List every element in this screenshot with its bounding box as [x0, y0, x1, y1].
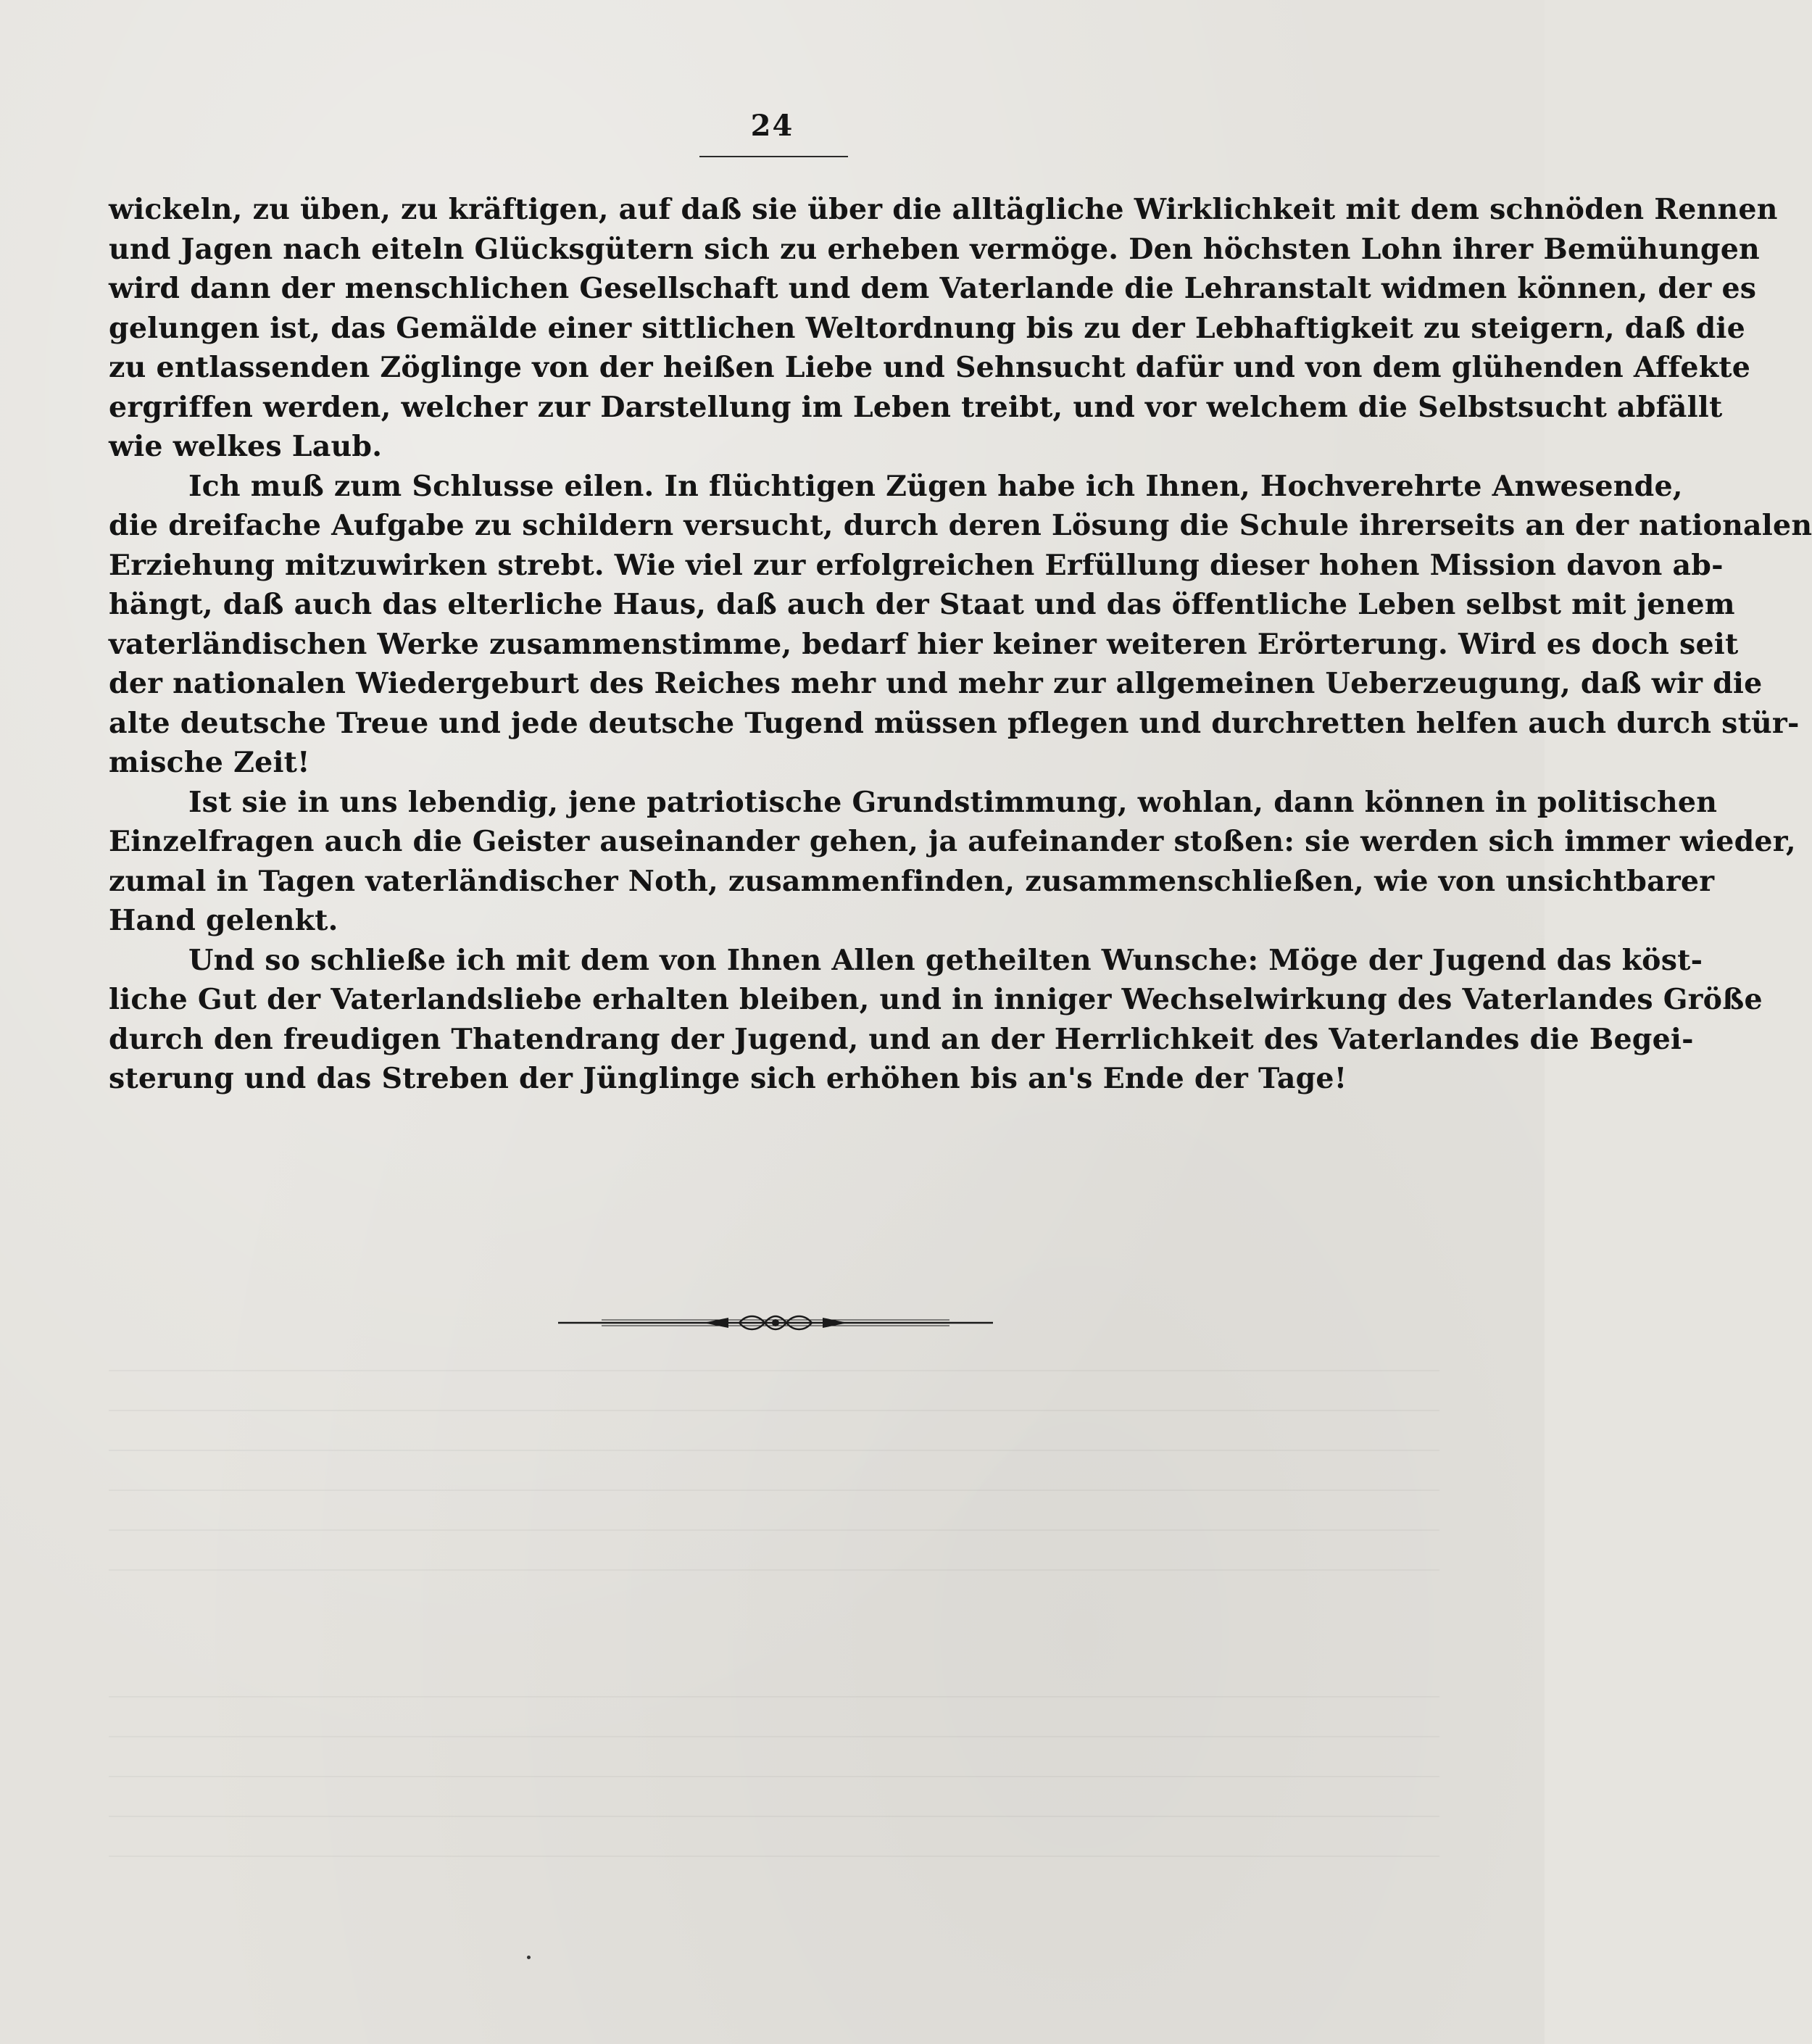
text-line: Erziehung mitzuwirken strebt. Wie viel zur erfolgreichen Erfüllung dieser hohen Mission davon ab-	[109, 548, 1724, 582]
text-line: vaterländischen Werke zusammenstimme, bedarf hier keiner weiteren Erörterung. Wird es doch seit	[109, 627, 1739, 661]
text-line: die dreifache Aufgabe zu schildern versucht, durch deren Lösung die Schule ihrerseits an der nationalen	[109, 509, 1812, 542]
text-line: Und so schließe ich mit dem von Ihnen Allen getheilten Wunsche: Möge der Jugend das köst-	[188, 943, 1703, 977]
text-line: der nationalen Wiedergeburt des Reiches mehr und mehr zur allgemeinen Ueberzeugung, daß wir die	[109, 667, 1763, 700]
text-line: gelungen ist, das Gemälde einer sittlichen Weltordnung bis zu der Lebhaftigkeit zu steigern, daß die	[109, 311, 1745, 345]
show-through-line	[109, 1776, 1439, 1777]
text-line: Ist sie in uns lebendig, jene patriotische Grundstimmung, wohlan, dann können in politischen	[188, 785, 1718, 819]
text-line: wie welkes Laub.	[109, 430, 383, 463]
show-through-line	[109, 1370, 1439, 1371]
text-line: Einzelfragen auch die Geister auseinander gehen, ja aufeinander stoßen: sie werden sich immer wieder,	[109, 825, 1796, 858]
text-line: hängt, daß auch das elterliche Haus, daß auch der Staat und das öffentliche Leben selbst mit jenem	[109, 588, 1735, 621]
show-through-line	[109, 1856, 1439, 1857]
text-line: ergriffen werden, welcher zur Darstellung im Leben treibt, und vor welchem die Selbstsucht abfällt	[109, 390, 1723, 424]
text-line: wird dann der menschlichen Gesellschaft und dem Vaterlande die Lehranstalt widmen können, der es	[109, 272, 1757, 305]
text-line: Hand gelenkt.	[109, 904, 338, 937]
page-number: 24	[750, 109, 794, 143]
text-line: mische Zeit!	[109, 746, 310, 779]
show-through-line	[109, 1410, 1439, 1411]
text-line: durch den freudigen Thatendrang der Jugend, und an der Herrlichkeit des Vaterlandes die Begei-	[109, 1022, 1694, 1056]
text-line: und Jagen nach eiteln Glücksgütern sich zu erheben vermöge. Den höchsten Lohn ihrer Bemühungen	[109, 232, 1760, 266]
show-through-line	[109, 1736, 1439, 1737]
show-through-line	[109, 1696, 1439, 1698]
text-line: liche Gut der Vaterlandsliebe erhalten bleiben, und in inniger Wechselwirkung des Vaterlandes Größe	[109, 983, 1763, 1016]
text-line: Ich muß zum Schlusse eilen. In flüchtigen Zügen habe ich Ihnen, Hochverehrte Anwesende,	[188, 469, 1683, 503]
text-line: alte deutsche Treue und jede deutsche Tugend müssen pflegen und durchretten helfen auch durch stür-	[109, 706, 1800, 740]
text-line: wickeln, zu üben, zu kräftigen, auf daß sie über die alltägliche Wirklichkeit mit dem schnöden Rennen	[109, 193, 1778, 226]
show-through-line	[109, 1816, 1439, 1817]
ink-speck	[527, 1956, 531, 1959]
show-through-line	[109, 1450, 1439, 1451]
text-line: zumal in Tagen vaterländischer Noth, zusammenfinden, zusammenschließen, wie von unsichtbarer	[109, 864, 1715, 898]
page-number-rule	[699, 156, 848, 157]
show-through-line	[109, 1490, 1439, 1491]
body-text	[109, 190, 1812, 1099]
text-line: zu entlassenden Zöglinge von der heißen Liebe und Sehnsucht dafür und von dem glühenden Affekte	[109, 351, 1751, 384]
show-through-line	[109, 1529, 1439, 1531]
closing-ornament-icon	[558, 1312, 993, 1334]
text-line: sterung und das Streben der Jünglinge sich erhöhen bis an's Ende der Tage!	[109, 1062, 1347, 1095]
show-through-line	[109, 1569, 1439, 1571]
